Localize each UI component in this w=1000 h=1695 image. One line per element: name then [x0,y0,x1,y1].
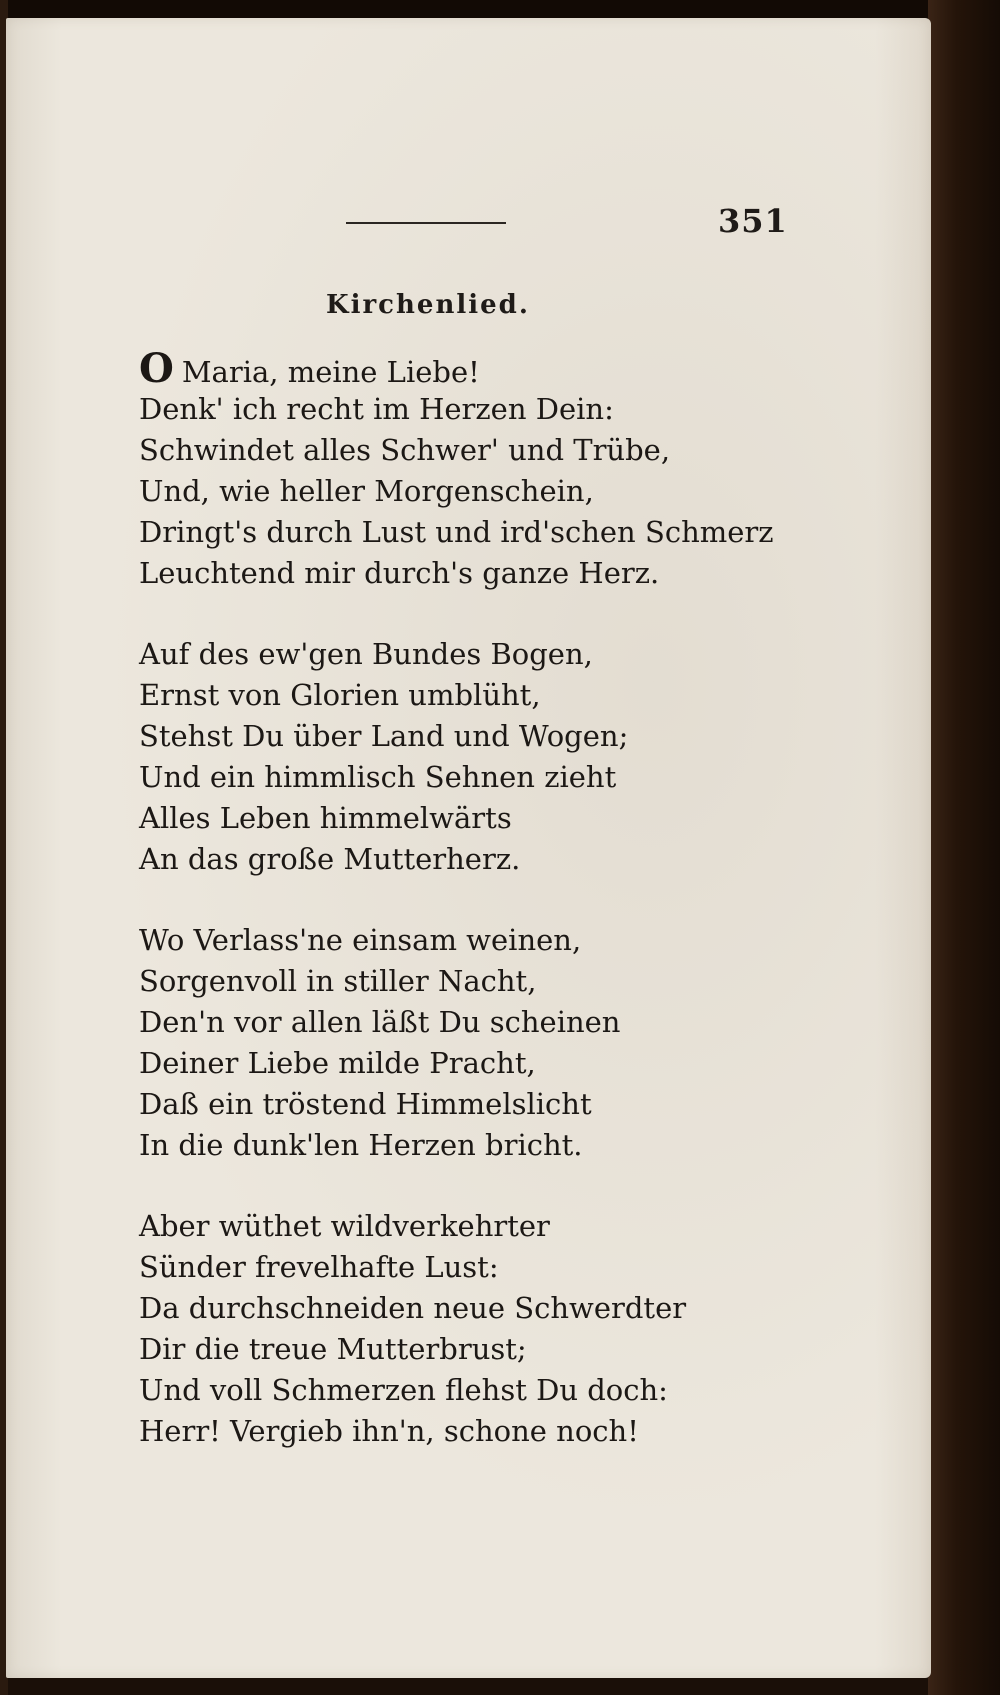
poem-line: Den'n vor allen läßt Du scheinen [139,1005,621,1039]
poem-line: Da durchschneiden neue Schwerdter [139,1291,687,1325]
poem-line: Stehst Du über Land und Wogen; [139,719,629,753]
poem-line: Auf des ew'gen Bundes Bogen, [139,637,593,671]
poem-line: Dringt's durch Lust und ird'schen Schmerz [139,515,774,549]
poem-line: Und ein himmlisch Sehnen zieht [139,760,617,794]
poem-body [139,345,774,1492]
initial-letter: O [139,345,174,392]
poem-line: An das große Mutterherz. [139,842,521,876]
poem-line: Sorgenvoll in stiller Nacht, [139,964,537,998]
book-page [6,18,931,1678]
poem-line: In die dunk'len Herzen bricht. [139,1128,583,1162]
poem-line: Herr! Vergieb ihn'n, schone noch! [139,1414,639,1448]
poem-line: Wo Verlass'ne einsam weinen, [139,923,582,957]
poem-title: Kirchenlied. [326,290,530,320]
page-number: 351 [718,202,788,240]
poem-line: Und voll Schmerzen flehst Du doch: [139,1373,668,1407]
poem-line: Sünder frevelhafte Lust: [139,1250,499,1284]
stanza-3 [139,920,759,1166]
poem-line: Dir die treue Mutterbrust; [139,1332,527,1366]
poem-line: Ernst von Glorien umblüht, [139,678,541,712]
poem-line: Leuchtend mir durch's ganze Herz. [139,556,660,590]
poem-line: Und, wie heller Morgenschein, [139,474,594,508]
poem-line: Deiner Liebe milde Pracht, [139,1046,536,1080]
poem-line [139,345,759,392]
poem-line: Aber wüthet wildverkehrter [139,1209,550,1243]
first-line-text: Maria, meine Liebe! [181,355,480,389]
book-spine-edge [928,0,1000,1695]
poem-line: Alles Leben himmelwärts [139,801,512,835]
header-rule [346,222,506,224]
stanza-1 [139,345,774,594]
stanza-2 [139,634,759,880]
stanza-4 [139,1206,759,1452]
poem-line: Daß ein tröstend Himmelslicht [139,1087,592,1121]
poem-line: Schwindet alles Schwer' und Trübe, [139,433,671,467]
poem-line: Denk' ich recht im Herzen Dein: [139,392,614,426]
